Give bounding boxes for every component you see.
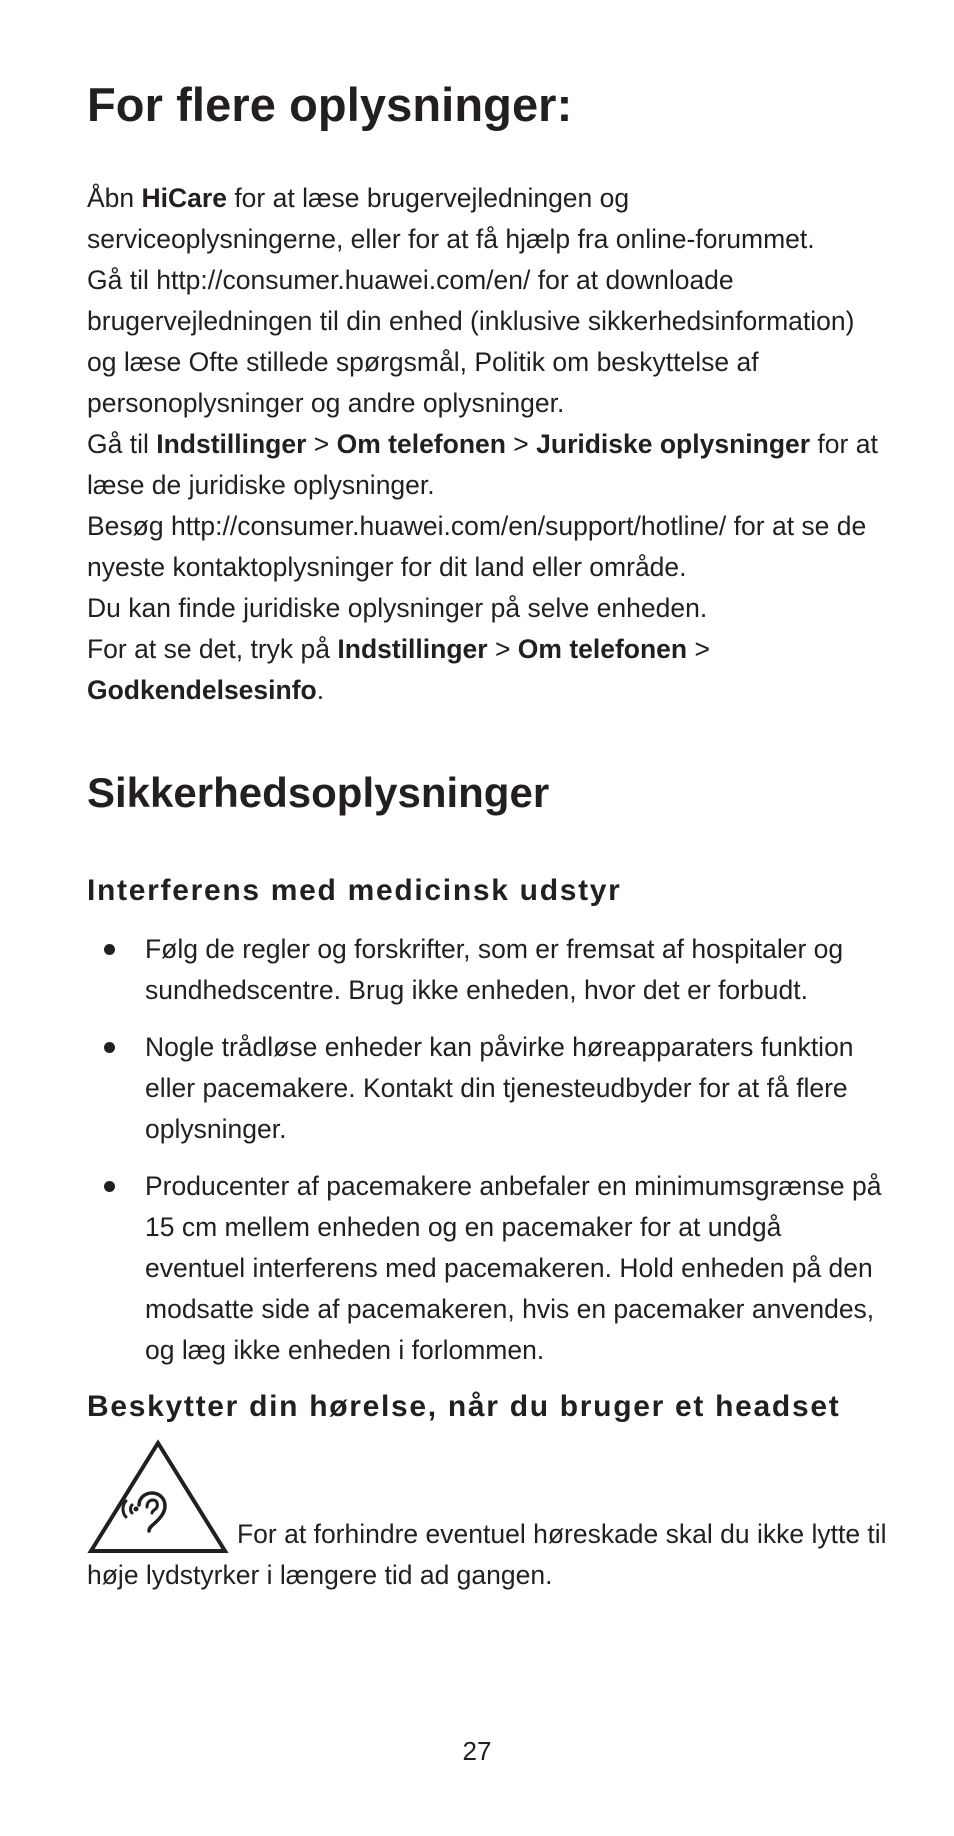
more-info-body: [87, 178, 887, 711]
certification-paragraph: For at se det, tryk på Indstillinger > Om telefonen > Godkendelsesinfo.: [87, 634, 710, 705]
hicare-paragraph: Åbn HiCare for at læse brugervejledningen og serviceoplysningerne, eller for at få hjælp fra online-forummet.: [87, 183, 815, 254]
settings-path-item: Godkendelsesinfo: [87, 675, 317, 705]
settings-path-item: Indstillinger: [337, 634, 488, 664]
more-info-heading: For flere oplysninger:: [87, 78, 573, 131]
settings-path-item: Om telefonen: [336, 429, 506, 459]
hearing-warning: [87, 1437, 887, 1596]
bullet-icon: [104, 944, 115, 955]
medical-interference-list: [87, 929, 887, 1371]
hicare-app-name: HiCare: [141, 183, 227, 213]
hearing-warning-icon: [87, 1437, 229, 1555]
settings-path-item: Om telefonen: [517, 634, 688, 664]
hearing-warning-text: For at forhindre eventuel høreskade skal du ikke lytte til høje lydstyrker i længere tid ad gangen.: [87, 1519, 887, 1590]
list-item: Producenter af pacemakere anbefaler en minimumsgrænse på 15 cm mellem enheden og en pacemaker for at undgå eventuel interferens med pacemakeren. Hold enheden på den modsatte side af pacemakeren, hvis en pacemaker anvendes, og læg ikke enheden i forlommen.: [87, 1166, 887, 1371]
hearing-protection-heading: Beskytter din hørelse, når du bruger et headset: [87, 1390, 841, 1423]
settings-path-item: Indstillinger: [156, 429, 307, 459]
page-content: [87, 72, 887, 1596]
list-item: Nogle trådløse enheder kan påvirke høreapparaters funktion eller pacemakere. Kontakt din tjenesteudbyder for at få flere oplysninger.: [87, 1027, 887, 1150]
website-paragraph: Gå til http://consumer.huawei.com/en/ for at downloade brugervejledningen til din enhed (inklusive sikkerhedsinformation) og læse Ofte stillede spørgsmål, Politik om beskyttelse af personoplysninger og andre oplysninger.: [87, 265, 855, 418]
safety-heading: Sikkerhedsoplysninger: [87, 769, 550, 816]
legal-settings-paragraph: Gå til Indstillinger > Om telefonen > Juridiske oplysninger for at læse de juridiske oplysninger.: [87, 429, 878, 500]
bullet-icon: [104, 1042, 115, 1053]
page-number: 27: [462, 1736, 492, 1766]
hotline-paragraph: Besøg http://consumer.huawei.com/en/support/hotline/ for at se de nyeste kontaktoplysninger for dit land eller område.: [87, 511, 867, 582]
list-item: Følg de regler og forskrifter, som er fremsat af hospitaler og sundhedscentre. Brug ikke enheden, hvor det er forbudt.: [87, 929, 887, 1011]
medical-interference-heading: Interferens med medicinsk udstyr: [87, 874, 622, 907]
bullet-icon: [104, 1181, 115, 1192]
device-legal-paragraph: Du kan finde juridiske oplysninger på selve enheden.: [87, 593, 708, 623]
settings-path-item: Juridiske oplysninger: [536, 429, 811, 459]
